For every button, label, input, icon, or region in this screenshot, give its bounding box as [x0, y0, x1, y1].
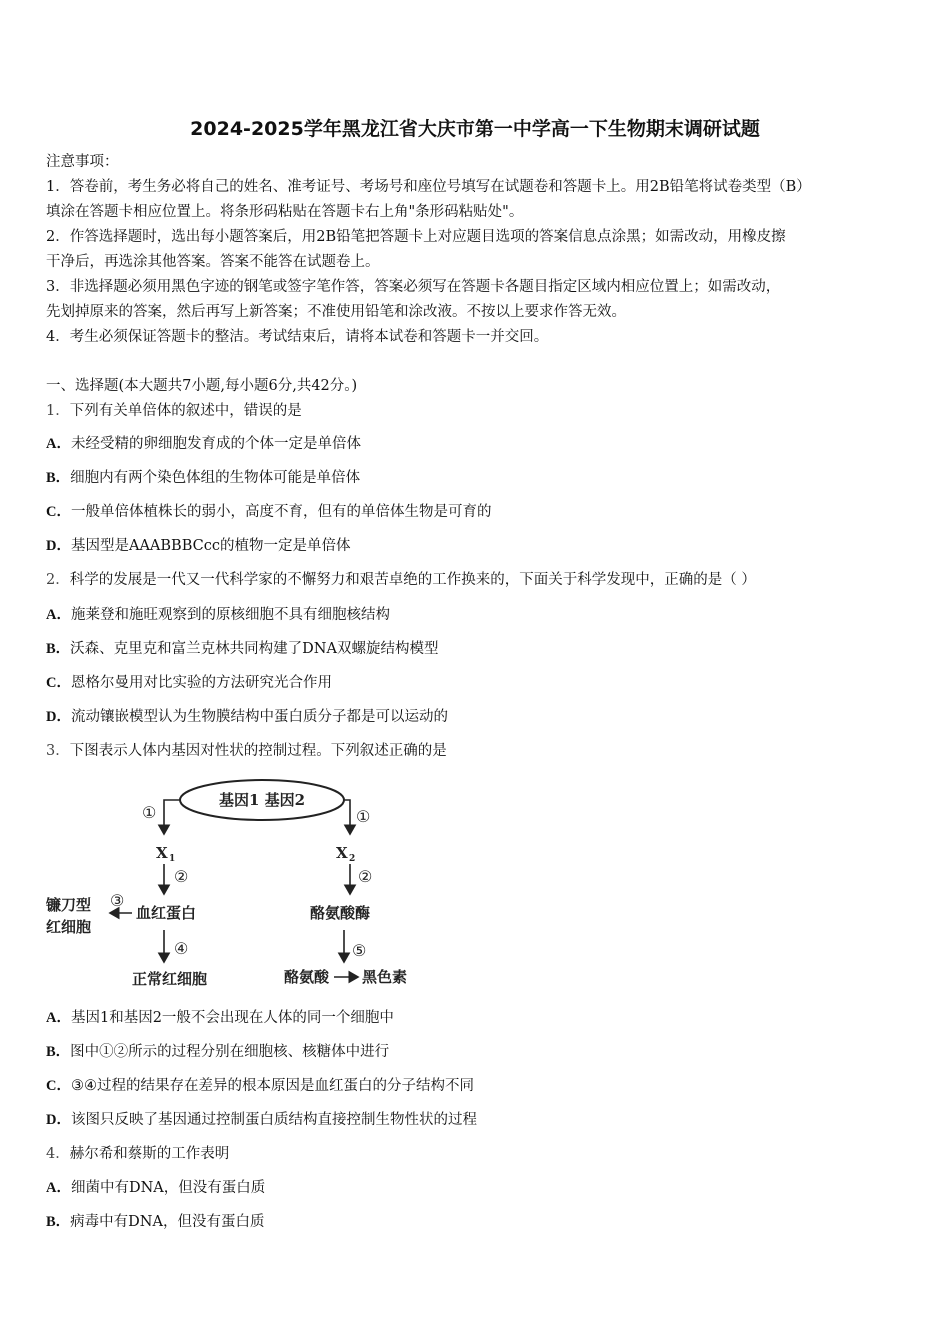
- question-number: 1．: [46, 403, 70, 419]
- option-d[interactable]: [46, 1110, 477, 1130]
- option-text: 基因1和基因2一般不会出现在人体的同一个细胞中: [70, 1010, 394, 1026]
- option-letter: D．: [46, 1112, 71, 1128]
- option-text: 施莱登和施旺观察到的原核细胞不具有细胞核结构: [70, 607, 390, 623]
- notice-line: 先划掉原来的答案，然后再写上新答案；不准使用铅笔和涂改液。不按以上要求作答无效。: [46, 304, 626, 320]
- melanin-label: 黑色素: [362, 968, 408, 986]
- step-1-right: ①: [356, 807, 371, 826]
- option-a[interactable]: [46, 434, 361, 454]
- enzyme-label: 酪氨酸酶: [310, 904, 371, 922]
- x2-label: X: [336, 844, 348, 862]
- option-letter: B．: [46, 641, 71, 657]
- step-4: ④: [174, 939, 189, 958]
- option-letter: B．: [46, 470, 71, 486]
- option-letter: B．: [46, 1214, 71, 1230]
- option-letter: A．: [46, 436, 71, 452]
- page-title: 2024-2025学年黑龙江省大庆市第一中学高一下生物期末调研试题: [190, 118, 760, 140]
- x1-label: X: [156, 844, 168, 862]
- notice-line: 干净后，再选涂其他答案。答案不能答在试题卷上。: [46, 254, 380, 270]
- option-b[interactable]: [46, 1212, 264, 1232]
- tyrosine-label: 酪氨酸: [284, 968, 330, 986]
- option-b[interactable]: [46, 639, 438, 659]
- normal-rbc-label: 正常红细胞: [132, 970, 208, 988]
- question-text: 科学的发展是一代又一代科学家的不懈努力和艰苦卓绝的工作换来的，下面关于科学发现中，正确的是（ ）: [69, 572, 756, 588]
- step-2-right: ②: [358, 867, 373, 886]
- question-4-stem: [46, 1144, 229, 1164]
- arrow-right-1: [344, 800, 350, 834]
- notice-line: 3．非选择题必须用黑色字迹的钢笔或签字笔作答，答案必须写在答题卡各题目指定区域内相应位置上；如需改动，: [46, 279, 781, 295]
- option-letter: D．: [46, 538, 71, 554]
- option-a[interactable]: [46, 1008, 394, 1028]
- question-text: 下图表示人体内基因对性状的控制过程。下列叙述正确的是: [69, 743, 447, 759]
- question-number: 3．: [46, 743, 70, 759]
- step-2-left: ②: [174, 867, 189, 886]
- genes-label: 基因1 基因2: [218, 791, 306, 809]
- option-text: 恩格尔曼用对比实验的方法研究光合作用: [70, 675, 332, 691]
- question-text: 赫尔希和蔡斯的工作表明: [69, 1146, 230, 1162]
- step-3: ③: [110, 891, 125, 910]
- sickle-cell-line1: 镰刀型: [46, 896, 92, 914]
- option-a[interactable]: [46, 605, 390, 625]
- option-c[interactable]: [46, 1076, 474, 1096]
- question-2-stem: [46, 570, 756, 590]
- question-3-stem: [46, 741, 447, 761]
- option-a[interactable]: [46, 1178, 265, 1198]
- option-letter: A．: [46, 1180, 71, 1196]
- section-heading: 一、选择题(本大题共7小题,每小题6分,共42分。): [46, 378, 358, 394]
- hemoglobin-label: 血红蛋白: [136, 904, 197, 922]
- question-text: 下列有关单倍体的叙述中，错误的是: [69, 403, 302, 419]
- notice-line: 2．作答选择题时，选出每小题答案后，用2B铅笔把答题卡上对应题目选项的答案信息点涂黑；如需改动，用橡皮擦: [46, 229, 786, 245]
- option-text: 未经受精的卵细胞发育成的个体一定是单倍体: [70, 436, 361, 452]
- option-c[interactable]: [46, 673, 332, 693]
- notice-line: 填涂在答题卡相应位置上。将条形码粘贴在答题卡右上角"条形码粘贴处"。: [46, 204, 524, 220]
- option-b[interactable]: [46, 1042, 389, 1062]
- question-number: 4．: [46, 1146, 70, 1162]
- option-letter: C．: [46, 675, 71, 691]
- question-1-stem: [46, 401, 302, 421]
- option-text: 图中①②所示的过程分别在细胞核、核糖体中进行: [70, 1044, 390, 1060]
- option-text: 该图只反映了基因通过控制蛋白质结构直接控制生物性状的过程: [70, 1112, 477, 1128]
- notice-heading: 注意事项：: [46, 154, 119, 170]
- option-text: 沃森、克里克和富兰克林共同构建了DNA双螺旋结构模型: [70, 641, 439, 657]
- question-number: 2．: [46, 572, 70, 588]
- arrow-left-1: [164, 800, 180, 834]
- option-d[interactable]: [46, 536, 350, 556]
- option-text: 基因型是AAABBBCcc的植物一定是单倍体: [70, 538, 351, 554]
- notice-line: 1．答卷前，考生务必将自己的姓名、准考证号、考场号和座位号填写在试题卷和答题卡上。用2B铅笔将试卷类型（B）: [46, 179, 811, 195]
- option-b[interactable]: [46, 468, 360, 488]
- option-d[interactable]: [46, 707, 448, 727]
- option-text: 流动镶嵌模型认为生物膜结构中蛋白质分子都是可以运动的: [70, 709, 448, 725]
- option-text: 细胞内有两个染色体组的生物体可能是单倍体: [70, 470, 361, 486]
- option-letter: A．: [46, 1010, 71, 1026]
- x2-subscript: 2: [349, 854, 356, 864]
- step-1-left: ①: [142, 803, 157, 822]
- option-letter: A．: [46, 607, 71, 623]
- option-text: 细菌中有DNA，但没有蛋白质: [70, 1180, 266, 1196]
- sickle-cell-line2: 红细胞: [46, 918, 92, 936]
- option-c[interactable]: [46, 502, 491, 522]
- option-letter: C．: [46, 1078, 71, 1094]
- option-letter: D．: [46, 709, 71, 725]
- gene-control-diagram: [40, 776, 440, 996]
- option-letter: B．: [46, 1044, 71, 1060]
- option-text: ③④过程的结果存在差异的根本原因是血红蛋白的分子结构不同: [70, 1078, 474, 1094]
- option-text: 病毒中有DNA，但没有蛋白质: [70, 1214, 265, 1230]
- notice-line: 4．考生必须保证答题卡的整洁。考试结束后，请将本试卷和答题卡一并交回。: [46, 329, 549, 345]
- option-letter: C．: [46, 504, 71, 520]
- option-text: 一般单倍体植株长的弱小，高度不育，但有的单倍体生物是可育的: [70, 504, 492, 520]
- step-5: ⑤: [352, 941, 367, 960]
- x1-subscript: 1: [169, 854, 176, 864]
